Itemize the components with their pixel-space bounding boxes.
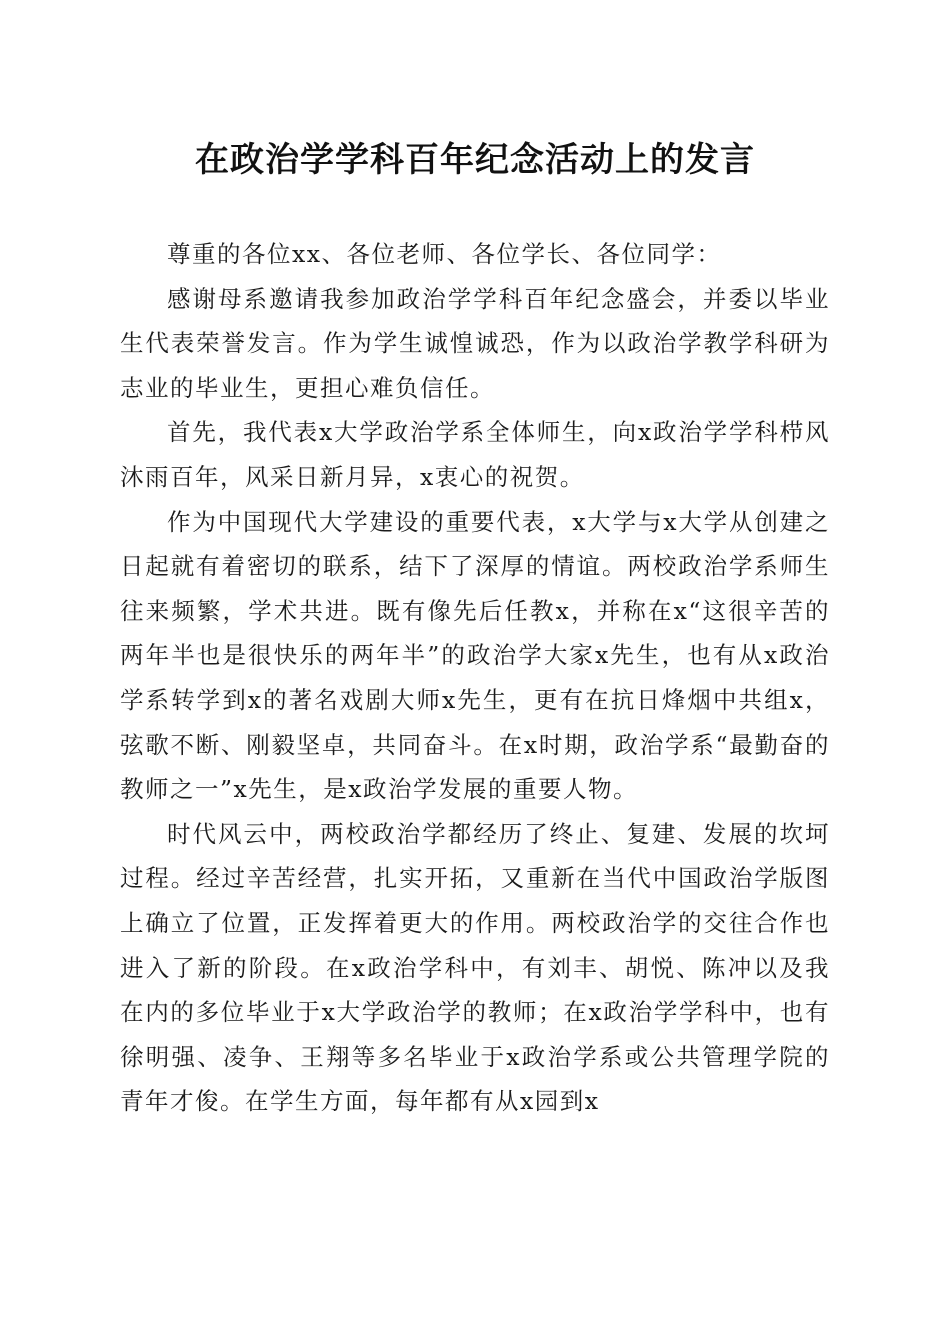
paragraph: 作为中国现代大学建设的重要代表，x大学与x大学从创建之日起就有着密切的联系，结下了深厚的情谊。两校政治学系师生往来频繁，学术共进。既有像先后任教x，并称在x“这很辛苦的两年半也是很快乐的两年半”的政治学大家x先生，也有从x政治学系转学到x的著名戏剧大师x先生，更有在抗日烽烟中共组x，弦歌不断、刚毅坚卓，共同奋斗。在x时期，政治学系“最勤奋的教师之一”x先生，是x政治学发展的重要人物。 bbox=[120, 507, 830, 804]
document-body bbox=[120, 232, 830, 1124]
paragraph: 时代风云中，两校政治学都经历了终止、复建、发展的坎坷过程。经过辛苦经营，扎实开拓，又重新在当代中国政治学版图上确立了位置，正发挥着更大的作用。两校政治学的交往合作也进入了新的阶段。在x政治学科中，有刘丰、胡悦、陈冲以及我在内的多位毕业于x大学政治学的教师；在x政治学学科中，也有徐明强、凌争、王翔等多名毕业于x政治学系或公共管理学院的青年才俊。在学生方面，每年都有从x园到x bbox=[120, 819, 830, 1116]
paragraph: 感谢母系邀请我参加政治学学科百年纪念盛会，并委以毕业生代表荣誉发言。作为学生诚惶诚恐，作为以政治学教学科研为志业的毕业生，更担心难负信任。 bbox=[120, 284, 830, 402]
paragraph-salutation: 尊重的各位xx、各位老师、各位学长、各位同学： bbox=[167, 240, 722, 268]
document-title: 在政治学学科百年纪念活动上的发言 bbox=[195, 140, 755, 180]
paragraph: 首先，我代表x大学政治学系全体师生，向x政治学学科栉风沐雨百年，风采日新月异，x衷心的祝贺。 bbox=[120, 418, 830, 491]
